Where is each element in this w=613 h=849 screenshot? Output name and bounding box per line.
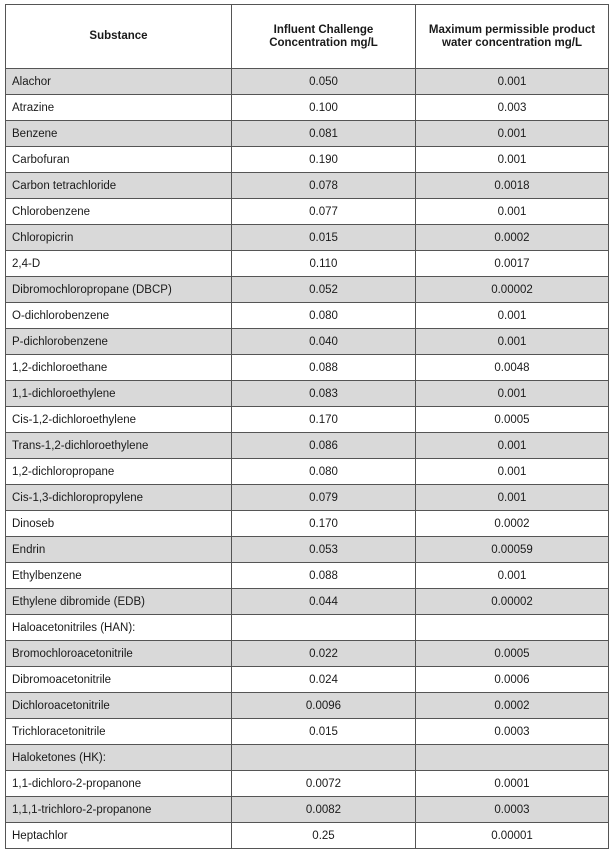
max-permissible-concentration-cell: 0.001 <box>416 121 609 147</box>
max-permissible-concentration-cell: 0.0003 <box>416 719 609 745</box>
influent-concentration-cell: 0.079 <box>232 485 416 511</box>
table-row <box>6 407 609 433</box>
influent-concentration-cell <box>232 745 416 771</box>
max-permissible-concentration-cell: 0.0003 <box>416 797 609 823</box>
substance-cell: 1,1,1-trichloro-2-propanone <box>6 797 232 823</box>
influent-concentration-cell: 0.088 <box>232 563 416 589</box>
max-permissible-concentration-cell <box>416 615 609 641</box>
table-row <box>6 511 609 537</box>
max-permissible-concentration-cell: 0.0005 <box>416 641 609 667</box>
influent-concentration-cell: 0.044 <box>232 589 416 615</box>
table-row <box>6 563 609 589</box>
influent-concentration-cell: 0.078 <box>232 173 416 199</box>
substance-cell: 1,1-dichloroethylene <box>6 381 232 407</box>
table-header-row <box>6 5 609 69</box>
substance-cell: O-dichlorobenzene <box>6 303 232 329</box>
max-permissible-concentration-cell: 0.0002 <box>416 511 609 537</box>
table-row <box>6 251 609 277</box>
max-permissible-concentration-cell: 0.0006 <box>416 667 609 693</box>
influent-concentration-cell: 0.081 <box>232 121 416 147</box>
table-row <box>6 693 609 719</box>
table-row <box>6 615 609 641</box>
influent-concentration-cell: 0.0082 <box>232 797 416 823</box>
substance-cell: Dibromoacetonitrile <box>6 667 232 693</box>
table-row <box>6 173 609 199</box>
table-row <box>6 797 609 823</box>
influent-concentration-cell: 0.083 <box>232 381 416 407</box>
influent-concentration-cell: 0.080 <box>232 303 416 329</box>
table-row <box>6 381 609 407</box>
max-permissible-concentration-cell: 0.00002 <box>416 589 609 615</box>
max-permissible-concentration-cell: 0.0017 <box>416 251 609 277</box>
influent-concentration-cell: 0.040 <box>232 329 416 355</box>
influent-concentration-cell: 0.190 <box>232 147 416 173</box>
header-substance: Substance <box>6 5 232 69</box>
max-permissible-concentration-cell: 0.001 <box>416 303 609 329</box>
max-permissible-concentration-cell: 0.001 <box>416 199 609 225</box>
substance-cell: Ethylbenzene <box>6 563 232 589</box>
max-permissible-concentration-cell: 0.0002 <box>416 693 609 719</box>
max-permissible-concentration-cell: 0.00002 <box>416 277 609 303</box>
substance-cell: Cis-1,3-dichloropropylene <box>6 485 232 511</box>
table-row <box>6 641 609 667</box>
table-row <box>6 69 609 95</box>
substance-cell: Dibromochloropropane (DBCP) <box>6 277 232 303</box>
max-permissible-concentration-cell: 0.0002 <box>416 225 609 251</box>
max-permissible-concentration-cell: 0.0018 <box>416 173 609 199</box>
max-permissible-concentration-cell: 0.001 <box>416 563 609 589</box>
max-permissible-concentration-cell: 0.001 <box>416 381 609 407</box>
influent-concentration-cell: 0.080 <box>232 459 416 485</box>
substance-concentration-table <box>5 4 609 849</box>
substance-cell: 2,4-D <box>6 251 232 277</box>
influent-concentration-cell: 0.052 <box>232 277 416 303</box>
table-row <box>6 355 609 381</box>
substance-cell: Carbofuran <box>6 147 232 173</box>
substance-cell: P-dichlorobenzene <box>6 329 232 355</box>
influent-concentration-cell: 0.024 <box>232 667 416 693</box>
influent-concentration-cell: 0.077 <box>232 199 416 225</box>
max-permissible-concentration-cell: 0.003 <box>416 95 609 121</box>
table-row <box>6 121 609 147</box>
substance-cell: 1,2-dichloropropane <box>6 459 232 485</box>
influent-concentration-cell <box>232 615 416 641</box>
table-row <box>6 719 609 745</box>
header-influent-challenge-concentration: Influent Challenge Concentration mg/L <box>232 5 416 69</box>
max-permissible-concentration-cell <box>416 745 609 771</box>
influent-concentration-cell: 0.088 <box>232 355 416 381</box>
table-row <box>6 147 609 173</box>
influent-concentration-cell: 0.110 <box>232 251 416 277</box>
substance-cell: Heptachlor <box>6 823 232 849</box>
max-permissible-concentration-cell: 0.0048 <box>416 355 609 381</box>
max-permissible-concentration-cell: 0.00059 <box>416 537 609 563</box>
influent-concentration-cell: 0.100 <box>232 95 416 121</box>
substance-cell: Alachor <box>6 69 232 95</box>
table-row <box>6 745 609 771</box>
table-row <box>6 667 609 693</box>
substance-cell: Haloketones (HK): <box>6 745 232 771</box>
substance-cell: Benzene <box>6 121 232 147</box>
substance-cell: Bromochloroacetonitrile <box>6 641 232 667</box>
influent-concentration-cell: 0.25 <box>232 823 416 849</box>
table-row <box>6 225 609 251</box>
max-permissible-concentration-cell: 0.0001 <box>416 771 609 797</box>
influent-concentration-cell: 0.022 <box>232 641 416 667</box>
substance-cell: Carbon tetrachloride <box>6 173 232 199</box>
max-permissible-concentration-cell: 0.0005 <box>416 407 609 433</box>
influent-concentration-cell: 0.015 <box>232 225 416 251</box>
max-permissible-concentration-cell: 0.00001 <box>416 823 609 849</box>
table-row <box>6 537 609 563</box>
table-row <box>6 823 609 849</box>
table-row <box>6 303 609 329</box>
table-body <box>6 69 609 849</box>
substance-cell: Endrin <box>6 537 232 563</box>
substance-cell: Trans-1,2-dichloroethylene <box>6 433 232 459</box>
header-max-permissible-concentration: Maximum permissible product water concentration mg/L <box>416 5 609 69</box>
substance-cell: Atrazine <box>6 95 232 121</box>
table-row <box>6 771 609 797</box>
table-row <box>6 459 609 485</box>
max-permissible-concentration-cell: 0.001 <box>416 459 609 485</box>
substance-cell: Chloropicrin <box>6 225 232 251</box>
substance-cell: 1,2-dichloroethane <box>6 355 232 381</box>
influent-concentration-cell: 0.086 <box>232 433 416 459</box>
table-row <box>6 277 609 303</box>
influent-concentration-cell: 0.170 <box>232 407 416 433</box>
max-permissible-concentration-cell: 0.001 <box>416 433 609 459</box>
influent-concentration-cell: 0.053 <box>232 537 416 563</box>
table-row <box>6 329 609 355</box>
max-permissible-concentration-cell: 0.001 <box>416 147 609 173</box>
substance-cell: Ethylene dibromide (EDB) <box>6 589 232 615</box>
max-permissible-concentration-cell: 0.001 <box>416 329 609 355</box>
substance-cell: Dinoseb <box>6 511 232 537</box>
max-permissible-concentration-cell: 0.001 <box>416 485 609 511</box>
substance-cell: Dichloroacetonitrile <box>6 693 232 719</box>
table-row <box>6 199 609 225</box>
influent-concentration-cell: 0.170 <box>232 511 416 537</box>
substance-cell: Cis-1,2-dichloroethylene <box>6 407 232 433</box>
influent-concentration-cell: 0.015 <box>232 719 416 745</box>
table-row <box>6 589 609 615</box>
max-permissible-concentration-cell: 0.001 <box>416 69 609 95</box>
table-row <box>6 433 609 459</box>
influent-concentration-cell: 0.0072 <box>232 771 416 797</box>
influent-concentration-cell: 0.0096 <box>232 693 416 719</box>
substance-cell: Chlorobenzene <box>6 199 232 225</box>
table-row <box>6 95 609 121</box>
substance-cell: 1,1-dichloro-2-propanone <box>6 771 232 797</box>
substance-cell: Trichloracetonitrile <box>6 719 232 745</box>
substance-cell: Haloacetonitriles (HAN): <box>6 615 232 641</box>
table-row <box>6 485 609 511</box>
influent-concentration-cell: 0.050 <box>232 69 416 95</box>
